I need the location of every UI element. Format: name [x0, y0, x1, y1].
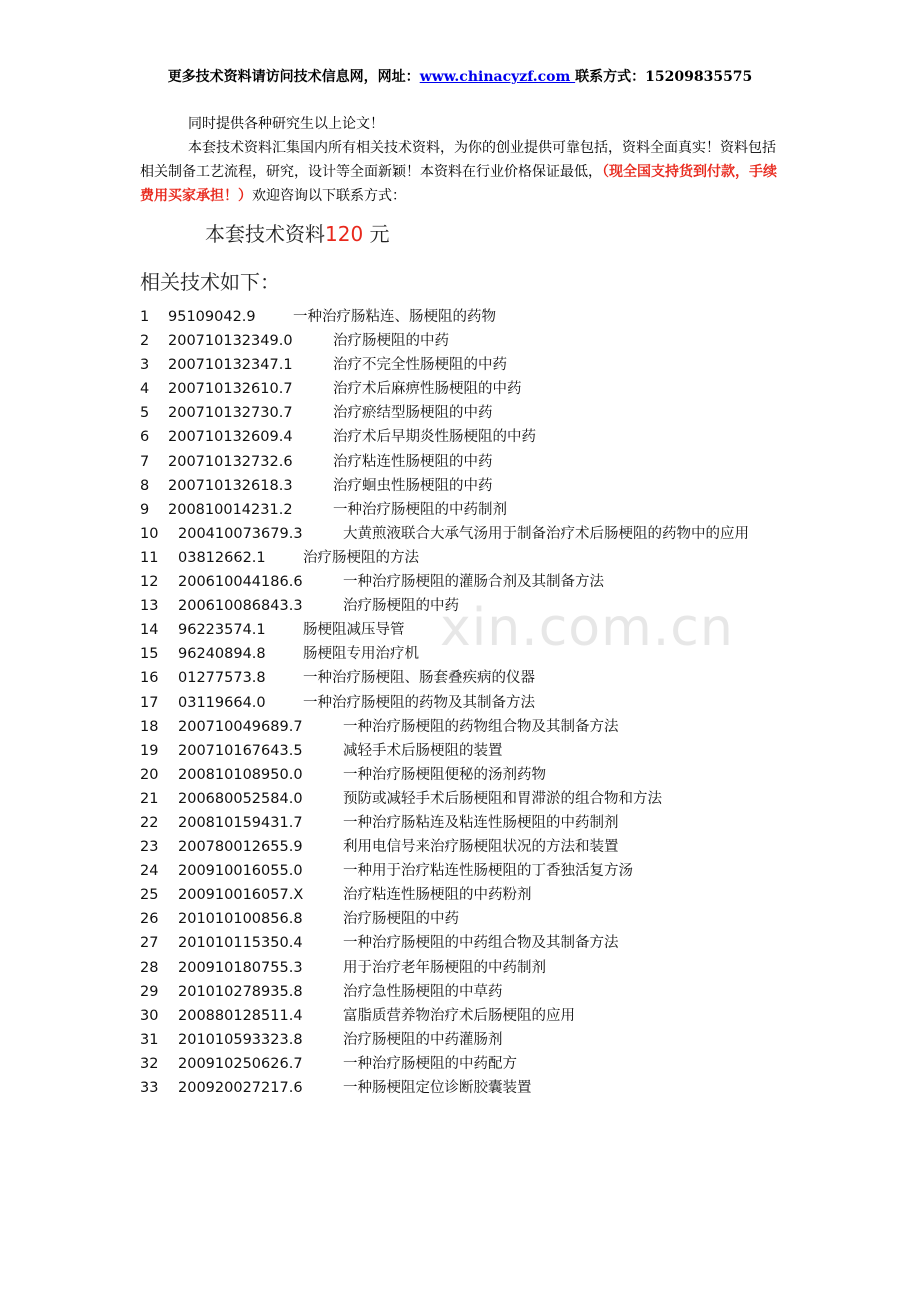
item-number: 19 — [140, 742, 159, 759]
list-item — [140, 835, 785, 859]
list-item — [140, 377, 785, 401]
list-item — [140, 570, 785, 594]
patent-title: 一种用于治疗粘连性肠梗阻的丁香独活复方汤 — [343, 863, 633, 880]
patent-title: 大黄煎液联合大承气汤用于制备治疗术后肠梗阻的药物中的应用 — [343, 525, 749, 542]
list-item — [140, 980, 785, 1004]
intro-contact-text: 欢迎咨询以下联系方式： — [252, 188, 406, 204]
item-number: 31 — [140, 1031, 159, 1048]
item-number: 18 — [140, 718, 159, 735]
patent-title: 肠梗阻专用治疗机 — [303, 646, 419, 663]
list-item — [140, 450, 785, 474]
patent-title: 预防或减轻手术后肠梗阻和胃滞淤的组合物和方法 — [343, 790, 662, 807]
list-item — [140, 1052, 785, 1076]
list-item — [140, 642, 785, 666]
list-item — [140, 474, 785, 498]
patent-number: 200710167643.5 — [178, 742, 303, 759]
patent-title: 一种治疗肠粘连及粘连性肠梗阻的中药制剂 — [343, 814, 619, 831]
patent-title: 治疗肠梗阻的中药灌肠剂 — [343, 1031, 503, 1048]
list-item — [140, 739, 785, 763]
patent-title: 治疗急性肠梗阻的中草药 — [343, 983, 503, 1000]
intro-paragraph — [140, 136, 785, 208]
price-unit: 元 — [369, 222, 390, 246]
list-item — [140, 691, 785, 715]
patent-number: 200710132732.6 — [168, 453, 293, 470]
patent-title: 治疗粘连性肠梗阻的中药 — [333, 453, 493, 470]
patent-title: 治疗术后麻痹性肠梗阻的中药 — [333, 381, 522, 398]
patent-number: 96223574.1 — [178, 622, 266, 639]
website-link[interactable]: www.chinacyzf.com — [419, 69, 576, 85]
item-number: 15 — [140, 646, 159, 663]
patent-number: 200810159431.7 — [178, 814, 303, 831]
list-item — [140, 956, 785, 980]
patent-number: 200810108950.0 — [178, 766, 303, 783]
patent-number: 201010593323.8 — [178, 1031, 303, 1048]
patent-title: 一种治疗肠梗阻、肠套叠疾病的仪器 — [303, 670, 535, 687]
item-number: 20 — [140, 766, 159, 783]
patent-number: 200610086843.3 — [178, 598, 303, 615]
list-item — [140, 666, 785, 690]
item-number: 32 — [140, 1055, 159, 1072]
patent-title: 一种治疗肠梗阻便秘的汤剂药物 — [343, 766, 546, 783]
patent-title: 一种治疗肠梗阻的中药制剂 — [333, 501, 507, 518]
header-text: 更多技术资料请访问技术信息网，网址： — [167, 69, 420, 85]
item-number: 30 — [140, 1007, 159, 1024]
patent-title: 肠梗阻减压导管 — [303, 622, 405, 639]
list-item — [140, 305, 785, 329]
patent-number: 200710132618.3 — [168, 477, 293, 494]
item-number: 6 — [140, 429, 150, 446]
item-number: 8 — [140, 477, 150, 494]
patent-title: 富脂质营养物治疗术后肠梗阻的应用 — [343, 1007, 575, 1024]
cod-notice: （现全国支持货到付款，手续费用买家承担！） — [140, 164, 777, 204]
patent-title: 一种治疗肠粘连、肠梗阻的药物 — [293, 309, 496, 325]
item-number: 23 — [140, 839, 159, 856]
list-item — [140, 811, 785, 835]
intro-text: 本套技术资料汇集国内所有相关技术资料，为你的创业提供可靠包括，资料全面真实！资料包括相关制备工艺流程，研究，设计等全面新颖！本资料在行业价格保证最低， — [140, 140, 776, 180]
patent-title: 治疗肠梗阻的中药 — [343, 598, 459, 615]
item-number: 17 — [140, 694, 159, 711]
patent-title: 治疗粘连性肠梗阻的中药粉剂 — [343, 887, 532, 904]
price-prefix: 本套技术资料 — [205, 222, 325, 246]
item-number: 22 — [140, 814, 159, 831]
list-item — [140, 907, 785, 931]
patent-number: 200610044186.6 — [178, 574, 303, 591]
item-number: 3 — [140, 357, 150, 374]
patent-title: 一种治疗肠梗阻的中药组合物及其制备方法 — [343, 935, 619, 952]
patent-number: 200920027217.6 — [178, 1080, 303, 1096]
patent-number: 201010100856.8 — [178, 911, 303, 928]
patent-number: 201010278935.8 — [178, 983, 303, 1000]
item-number: 25 — [140, 887, 159, 904]
list-item — [140, 522, 785, 546]
list-item — [140, 931, 785, 955]
list-item — [140, 594, 785, 618]
price-line — [205, 218, 390, 247]
item-number: 28 — [140, 959, 159, 976]
patent-number: 200910016055.0 — [178, 863, 303, 880]
list-item — [140, 425, 785, 449]
patent-title: 治疗瘀结型肠梗阻的中药 — [333, 405, 493, 422]
patent-number: 200710132730.7 — [168, 405, 293, 422]
item-number: 12 — [140, 574, 159, 591]
patent-title: 一种肠梗阻定位诊断胶囊装置 — [343, 1080, 532, 1096]
list-item — [140, 715, 785, 739]
item-number: 4 — [140, 381, 150, 398]
list-item — [140, 787, 785, 811]
patent-number: 200710132347.1 — [168, 357, 293, 374]
item-number: 27 — [140, 935, 159, 952]
patent-number: 200710132609.4 — [168, 429, 293, 446]
intro-line: 同时提供各种研究生以上论文！ — [188, 116, 384, 132]
list-item — [140, 498, 785, 522]
list-item — [140, 353, 785, 377]
patent-number: 200710049689.7 — [178, 718, 303, 735]
patent-title: 一种治疗肠梗阻的中药配方 — [343, 1055, 517, 1072]
patent-number: 200910250626.7 — [178, 1055, 303, 1072]
section-title: 相关技术如下： — [140, 270, 280, 294]
patent-number: 01277573.8 — [178, 670, 266, 687]
patent-title: 治疗术后早期炎性肠梗阻的中药 — [333, 429, 536, 446]
list-item — [140, 618, 785, 642]
list-item — [140, 401, 785, 425]
patent-number: 201010115350.4 — [178, 935, 303, 952]
item-number: 26 — [140, 911, 159, 928]
patent-number: 95109042.9 — [168, 309, 256, 325]
header-contact: 联系方式：15209835575 — [575, 69, 753, 85]
item-number: 2 — [140, 333, 150, 350]
watermark: xin.com.cn — [440, 598, 734, 658]
list-item — [140, 1004, 785, 1028]
patent-title: 治疗蛔虫性肠梗阻的中药 — [333, 477, 493, 494]
patent-number: 96240894.8 — [178, 646, 266, 663]
intro — [140, 112, 785, 208]
list-item — [140, 763, 785, 787]
item-number: 5 — [140, 405, 150, 422]
item-number: 16 — [140, 670, 159, 687]
price-amount: 120 — [325, 222, 364, 246]
list-item — [140, 1076, 785, 1100]
item-number: 1 — [140, 309, 150, 325]
item-number: 33 — [140, 1080, 159, 1096]
patent-title: 治疗肠梗阻的方法 — [303, 549, 419, 566]
item-number: 10 — [140, 525, 159, 542]
patent-title: 治疗肠梗阻的中药 — [333, 333, 449, 350]
list-item — [140, 1028, 785, 1052]
list-item — [140, 859, 785, 883]
patent-title: 减轻手术后肠梗阻的装置 — [343, 742, 503, 759]
item-number: 14 — [140, 622, 159, 639]
item-number: 24 — [140, 863, 159, 880]
patent-title: 一种治疗肠梗阻的药物及其制备方法 — [303, 694, 535, 711]
item-number: 29 — [140, 983, 159, 1000]
patent-number: 200710132349.0 — [168, 333, 293, 350]
patent-number: 03119664.0 — [178, 694, 266, 711]
patent-title: 治疗不完全性肠梗阻的中药 — [333, 357, 507, 374]
patent-title: 一种治疗肠梗阻的灌肠合剂及其制备方法 — [343, 574, 604, 591]
technology-list — [140, 305, 785, 1100]
patent-number: 200680052584.0 — [178, 790, 303, 807]
patent-title: 一种治疗肠梗阻的药物组合物及其制备方法 — [343, 718, 619, 735]
patent-number: 200810014231.2 — [168, 501, 293, 518]
list-item — [140, 546, 785, 570]
patent-number: 200910180755.3 — [178, 959, 303, 976]
item-number: 7 — [140, 453, 150, 470]
item-number: 21 — [140, 790, 159, 807]
patent-title: 用于治疗老年肠梗阻的中药制剂 — [343, 959, 546, 976]
patent-number: 200780012655.9 — [178, 839, 303, 856]
item-number: 9 — [140, 501, 150, 518]
page-header — [0, 66, 920, 86]
patent-title: 利用电信号来治疗肠梗阻状况的方法和装置 — [343, 839, 619, 856]
patent-number: 200410073679.3 — [178, 525, 303, 542]
patent-number: 200710132610.7 — [168, 381, 293, 398]
patent-title: 治疗肠梗阻的中药 — [343, 911, 459, 928]
patent-number: 200880128511.4 — [178, 1007, 303, 1024]
item-number: 13 — [140, 598, 159, 615]
list-item — [140, 883, 785, 907]
item-number: 11 — [140, 549, 159, 566]
patent-number: 03812662.1 — [178, 549, 266, 566]
patent-number: 200910016057.X — [178, 887, 304, 904]
list-item — [140, 329, 785, 353]
